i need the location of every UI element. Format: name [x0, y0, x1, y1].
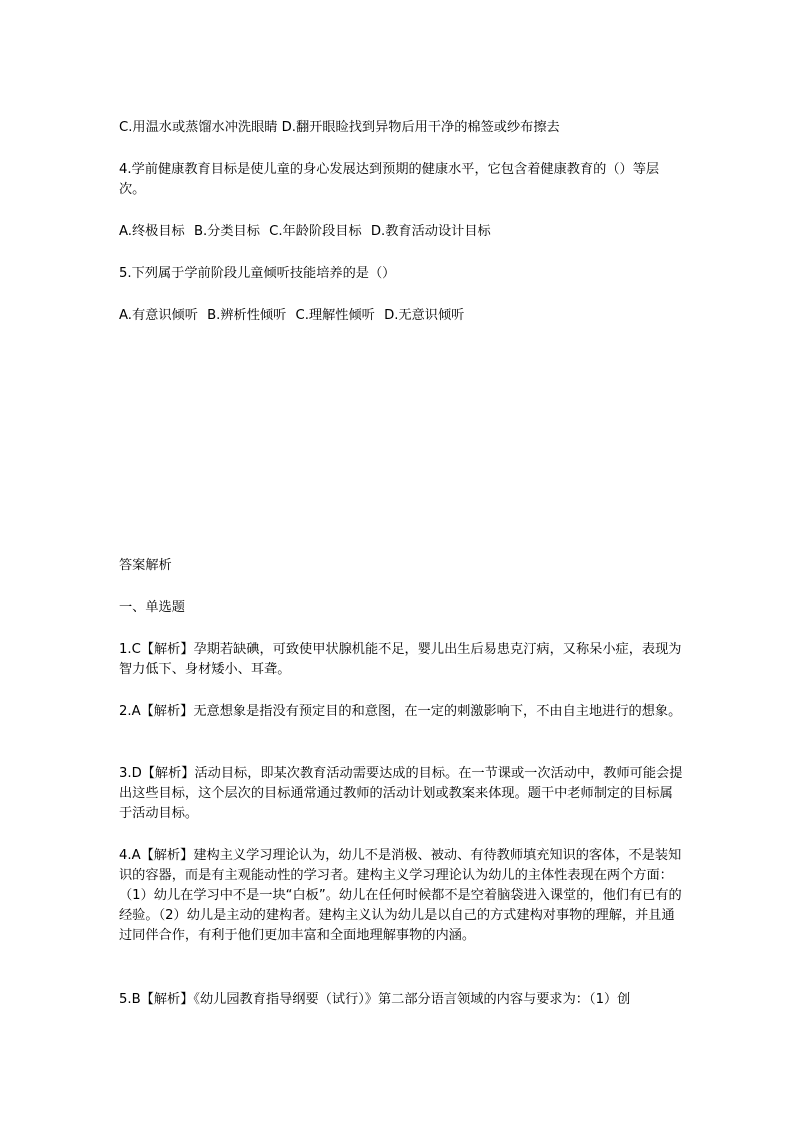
question-5-option-a: A.有意识倾听: [119, 308, 198, 323]
answers-title: 答案解析: [119, 558, 172, 573]
answer-item-5: 5.B【解析】《幼儿园教育指导纲要（试行）》第二部分语言领域的内容与要求为：（1）创: [119, 992, 631, 1007]
question-5-option-c: C.理解性倾听: [295, 308, 375, 323]
question-5-stem: 5.下列属于学前阶段儿童倾听技能培养的是（）: [119, 266, 396, 281]
question-4-option-c: C.年龄阶段目标: [269, 224, 362, 239]
answers-section-heading: 一、单选题: [119, 600, 185, 615]
question-4-option-d: D.教育活动设计目标: [370, 224, 491, 239]
question-3-options-cd: C.用温水或蒸馏水冲洗眼睛 D.翻开眼睑找到异物后用干净的棉签或纱布擦去: [119, 120, 560, 135]
question-5-option-b: B.辨析性倾听: [207, 308, 287, 323]
question-4-option-a: A.终极目标: [119, 224, 185, 239]
question-4-option-b: B.分类目标: [193, 224, 260, 239]
question-4-options: [119, 222, 684, 242]
answer-item-2: 2.A【解析】无意想象是指没有预定目的和意图，在一定的刺激影响下，不由自主地进行的想象。: [119, 704, 682, 719]
answer-item-3: 3.D【解析】活动目标，即某次教育活动需要达成的目标。在一节课或一次活动中，教师可能会提出这些目标，这个层次的目标通常通过教师的活动计划或教案来体现。题干中老师制定的目标属于活动目标。: [119, 766, 683, 821]
answer-item-4: 4.A【解析】建构主义学习理论认为，幼儿不是消极、被动、有待教师填充知识的客体，不是装知识的容器，而是有主观能动性的学习者。建构主义学习理论认为幼儿的主体性表现在两个方面：（1）幼儿在学习中不是一块“白板”。幼儿在任何时候都不是空着脑袋进入课堂的，他们有已有的经验。（2）幼儿是主动的建构者。建构主义认为幼儿是以自己的方式建构对事物的理解，并且通过同伴合作，有利于他们更加丰富和全面地理解事物的内涵。: [119, 848, 682, 943]
question-4-stem: 4.学前健康教育目标是使儿童的身心发展达到预期的健康水平，它包含着健康教育的（）等层次。: [119, 162, 660, 197]
answer-item-1: 1.C【解析】孕期若缺碘，可致使甲状腺机能不足，婴儿出生后易患克汀病，又称呆小症，表现为智力低下、身材矮小、耳聋。: [119, 642, 682, 677]
question-5-option-d: D.无意识倾听: [384, 308, 465, 323]
question-5-options: [119, 306, 684, 326]
